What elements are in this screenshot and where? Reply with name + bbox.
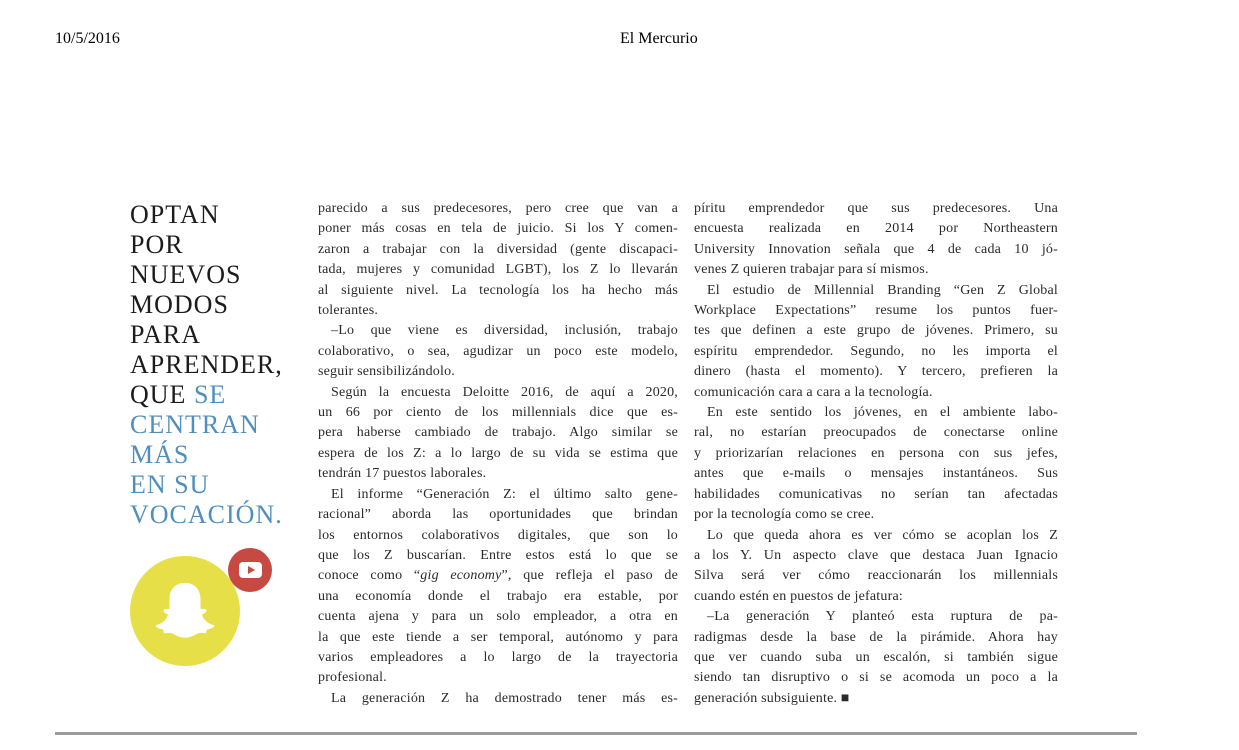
article-text: En este sentido los jóvenes, en el ambiente labo- (707, 405, 1058, 421)
article-line (694, 362, 1058, 382)
headline-line (130, 470, 340, 500)
article-line (694, 464, 1058, 484)
headline-text-blue: EN SU (130, 470, 210, 499)
article-text: parecido a sus predecesores, pero cree que van a (318, 201, 678, 216)
page-bottom-rule (55, 732, 1137, 735)
article-line (694, 485, 1058, 505)
article-text: por la tecnología como se cree. (694, 507, 875, 523)
headline-line (130, 200, 340, 230)
article-text: ral, no estarían preocupados de conectarse online (694, 425, 1058, 441)
article-text: seguir sensibilizándolo. (318, 364, 456, 380)
article-text: ”, que refleja el paso de (501, 568, 679, 584)
article-line (318, 607, 678, 627)
article-text: comunicación cara a cara a la tecnología. (694, 384, 933, 400)
article-line (694, 383, 1058, 403)
article-line (318, 546, 678, 566)
article-text: espera de los Z: a lo largo de su vida se estima que (318, 445, 678, 461)
article-line (694, 689, 1058, 709)
article-text: Lo que queda ahora es ver cómo se acoplan los Z (707, 527, 1058, 543)
article-line (318, 689, 678, 709)
article-text: zaron a trabajar con la diversidad (gente discapaci- (318, 241, 678, 257)
article-line (318, 505, 678, 525)
headline-text-blue: CENTRAN (130, 410, 260, 439)
article-text: El estudio de Millennial Branding “Gen Z Global (707, 282, 1058, 298)
article-text: al siguiente nivel. La tecnología los ha hecho más (318, 282, 678, 298)
youtube-icon (228, 548, 272, 592)
article-line (694, 607, 1058, 627)
article-line (694, 240, 1058, 260)
article-line (694, 566, 1058, 586)
article-line (318, 403, 678, 423)
article-text: y priorizarían relaciones en persona con sus jefes, (694, 445, 1058, 461)
article-text: racional” aborda las oportunidades que brindan (318, 507, 678, 523)
article-line (694, 546, 1058, 566)
article-line (318, 260, 678, 280)
article-headline (130, 200, 340, 530)
article-text: la que este tiende a ser temporal, autónomo y para (318, 629, 678, 645)
article-text: tolerantes. (318, 303, 379, 319)
article-text: siendo tan disruptivo o si se acomoda un poco a la (694, 670, 1058, 686)
article-line (318, 485, 678, 505)
headline-text: APRENDER, (130, 350, 283, 379)
article-line (318, 281, 678, 301)
article-line (694, 444, 1058, 464)
article-text: antes que e-mails o mensajes instantáneos. Sus (694, 466, 1058, 482)
headline-text: MODOS (130, 290, 229, 319)
article-text: University Innovation señala que 4 de cada 10 jó- (694, 241, 1058, 257)
article-line (694, 423, 1058, 443)
article-line (318, 566, 678, 586)
article-line (318, 464, 678, 484)
article-line (318, 321, 678, 341)
article-line (318, 383, 678, 403)
article-line (694, 301, 1058, 321)
header-source-title: El Mercurio (620, 30, 698, 47)
article-text: a los Y. Un aspecto clave que destaca Juan Ignacio (694, 547, 1058, 563)
article-text: generación subsiguiente. ■ (694, 690, 850, 706)
article-text: Workplace Expectations” resume los puntos fuer- (694, 303, 1058, 319)
article-line (694, 199, 1058, 219)
article-text: que ver cuando suba un escalón, si también sigue (694, 649, 1058, 665)
article-line (694, 260, 1058, 280)
headline-line (130, 260, 340, 290)
article-line (694, 628, 1058, 648)
headline-text: POR (130, 230, 184, 259)
headline-line (130, 500, 340, 530)
article-text: encuesta realizada en 2014 por Northeastern (694, 221, 1058, 237)
article-text: pera haberse cambiado de trabajo. Algo similar se (318, 425, 678, 441)
article-line (318, 444, 678, 464)
article-text: –La generación Y planteó esta ruptura de pa- (707, 609, 1058, 625)
article-line (318, 219, 678, 239)
headline-line (130, 410, 340, 440)
article-line (318, 362, 678, 382)
headline-line (130, 320, 340, 350)
article-line (318, 342, 678, 362)
article-text: La generación Z ha demostrado tener más es- (331, 690, 678, 706)
article-line (318, 668, 678, 688)
headline-line (130, 440, 340, 470)
article-text: espíritu emprendedor. Segundo, no les importa el (694, 343, 1058, 359)
article-text: píritu emprendedor que sus predecesores. Una (694, 201, 1058, 216)
snapchat-ghost-icon (148, 574, 222, 648)
article-line (694, 648, 1058, 668)
article-text: que los Z buscarían. Entre estos está lo que se (318, 547, 678, 563)
article-line (694, 281, 1058, 301)
article-line (318, 423, 678, 443)
article-column-left (318, 199, 678, 709)
headline-text: PARA (130, 320, 201, 349)
article-line (694, 526, 1058, 546)
snapchat-icon (130, 556, 240, 666)
article-text: dinero (hasta el momento). Y tercero, prefieren la (694, 364, 1058, 380)
headline-line (130, 380, 340, 410)
youtube-play-icon (239, 562, 262, 578)
headline-text-blue: VOCACIÓN. (130, 500, 283, 529)
article-text: –Lo que viene es diversidad, inclusión, trabajo (331, 323, 678, 339)
article-line (318, 628, 678, 648)
article-text: un 66 por ciento de los millennials dice que es- (318, 405, 678, 421)
article-text: tada, mujeres y comunidad LGBT), los Z lo llevarán (318, 262, 678, 278)
article-text: varios empleadores a lo largo de la trayectoria (318, 649, 678, 665)
article-text-italic: gig economy (420, 568, 502, 584)
headline-text: OPTAN (130, 200, 220, 229)
article-text: tes que definen a este grupo de jóvenes. Primero, su (694, 323, 1058, 339)
article-line (694, 403, 1058, 423)
headline-text: NUEVOS (130, 260, 242, 289)
article-text: venes Z quieren trabajar para sí mismos. (694, 262, 929, 278)
headline-text-blue: SE (193, 380, 227, 409)
article-text: colaborativo, o sea, agudizar un poco este modelo, (318, 343, 678, 359)
headline-line (130, 290, 340, 320)
article-text: Silva será ver cómo reaccionarán los millennials (694, 568, 1058, 584)
article-line (694, 587, 1058, 607)
article-text: habilidades comunicativas no serían tan afectadas (694, 486, 1058, 502)
article-text: cuando estén en puestos de jefatura: (694, 588, 903, 604)
article-line (318, 587, 678, 607)
article-text: profesional. (318, 670, 387, 686)
article-line (318, 199, 678, 219)
article-line (318, 526, 678, 546)
headline-text: QUE (130, 380, 194, 409)
article-text: tendrán 17 puestos laborales. (318, 466, 487, 482)
article-text: El informe “Generación Z: el último salto gene- (331, 486, 678, 502)
article-line (318, 240, 678, 260)
article-column-right (694, 199, 1058, 709)
article-line (694, 505, 1058, 525)
article-line (318, 648, 678, 668)
article-line (694, 321, 1058, 341)
play-triangle-icon (248, 566, 255, 574)
article-text: los entornos colaborativos digitales, que son lo (318, 527, 678, 543)
article-line (318, 301, 678, 321)
article-text: poner más cosas en tela de juicio. Si los Y comen- (318, 221, 678, 237)
article-line (694, 342, 1058, 362)
headline-line (130, 350, 340, 380)
article-text: conoce como “ (318, 568, 421, 584)
headline-line (130, 230, 340, 260)
headline-text-blue: MÁS (130, 440, 190, 469)
article-text: cuenta ajena y para un solo empleador, a otra en (318, 609, 678, 625)
article-text: una economía donde el trabajo era estable, por (318, 588, 678, 604)
article-text: Según la encuesta Deloitte 2016, de aquí a 2020, (331, 384, 678, 400)
article-line (694, 668, 1058, 688)
article-line (694, 219, 1058, 239)
article-text: radigmas desde la base de la pirámide. Ahora hay (694, 629, 1058, 645)
header-date: 10/5/2016 (55, 30, 120, 47)
